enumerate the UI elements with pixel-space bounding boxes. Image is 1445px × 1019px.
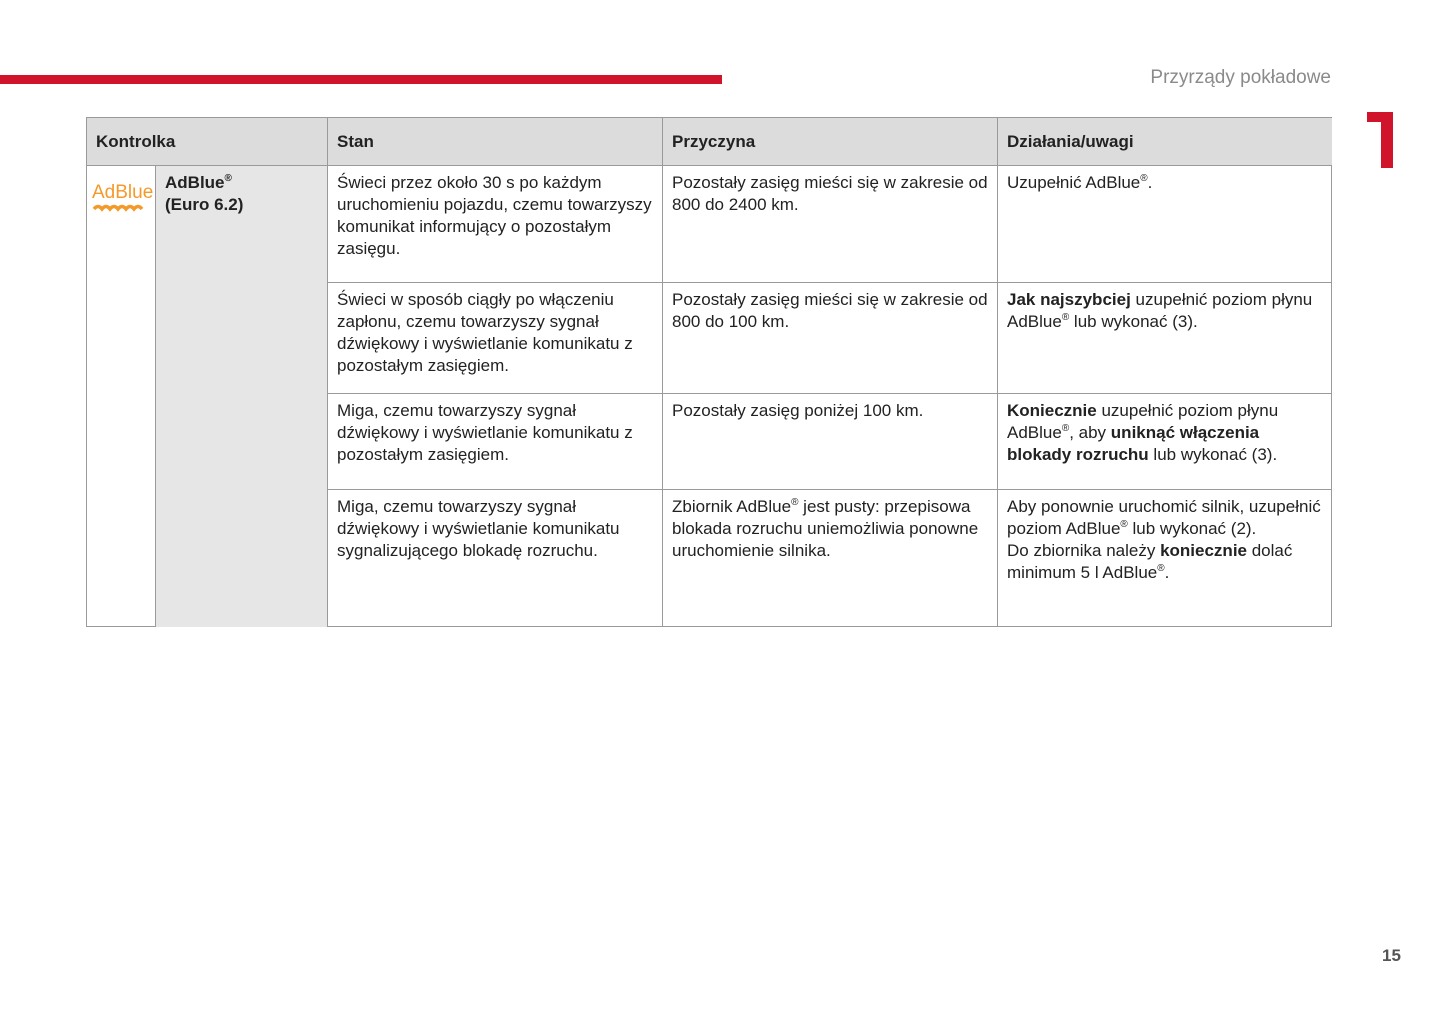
registered-mark: ®: [224, 173, 232, 184]
cell-text: uzupełnić poziom płynu AdBlue: [1007, 401, 1279, 442]
indicator-name-cell: [156, 166, 328, 627]
table-cell-dzialania: [998, 166, 1332, 283]
table-cell-stan: [328, 394, 663, 490]
cell-text: lub wykonać (3).: [1148, 445, 1278, 464]
registered-mark: ®: [1061, 312, 1070, 323]
table-cell-stan: [328, 283, 663, 394]
indicator-icon-cell: [87, 166, 156, 627]
chapter-number: [1367, 112, 1395, 168]
section-title: Przyrządy pokładowe: [1150, 67, 1331, 88]
table-cell-przyczyna: [663, 283, 998, 394]
registered-mark: ®: [1120, 519, 1128, 530]
column-header-dzialania: Działania/uwagi: [998, 118, 1332, 166]
header-accent-bar: [0, 75, 722, 84]
table-cell-stan: [328, 490, 663, 627]
cell-text: lub wykonać (3).: [1069, 312, 1198, 331]
cell-text: Pozostały zasięg mieści się w zakresie od 800 do 100 km.: [672, 290, 988, 331]
cell-text: Miga, czemu towarzyszy sygnał dźwiękowy i wyświetlanie komunikatu z pozostałym zasięgiem.: [337, 401, 633, 464]
column-header-przyczyna: Przyczyna: [663, 118, 998, 166]
cell-text: Jak najszybciej: [1007, 290, 1131, 309]
cell-text: .: [1147, 173, 1153, 192]
cell-text: .: [1164, 563, 1170, 582]
cell-text: lub wykonać (2).: [1127, 519, 1257, 538]
cell-text: Do zbiornika należy: [1007, 541, 1161, 560]
column-header-kontrolka: Kontrolka: [87, 118, 328, 166]
registered-mark: ®: [791, 497, 799, 508]
cell-text: dolać minimum 5 l AdBlue: [1007, 541, 1293, 582]
registered-mark: ®: [1140, 173, 1148, 184]
table-cell-dzialania: [998, 283, 1332, 394]
cell-text: Świeci w sposób ciągły po włączeniu zapłonu, czemu towarzyszy sygnał dźwiękowy i wyświetlanie komunikatu z pozostałym zasięgiem.: [337, 290, 633, 375]
table-cell-dzialania: [998, 394, 1332, 490]
adblue-icon-text: AdBlue: [92, 182, 154, 203]
table-cell-stan: [328, 166, 663, 283]
cell-text: Koniecznie: [1007, 401, 1097, 420]
warning-table: [86, 117, 1332, 627]
cell-text: Aby ponownie uruchomić silnik, uzupełnić poziom AdBlue: [1007, 497, 1321, 538]
cell-text: Uzupełnić AdBlue: [1007, 173, 1141, 192]
cell-text: uzupełnić poziom płynu AdBlue: [1007, 290, 1313, 331]
cell-text: Pozostały zasięg mieści się w zakresie od 800 do 2400 km.: [672, 173, 988, 214]
table-cell-dzialania: [998, 490, 1332, 627]
cell-text: koniecznie: [1160, 541, 1247, 560]
column-header-stan: Stan: [328, 118, 663, 166]
cell-text: Pozostały zasięg poniżej 100 km.: [672, 401, 924, 420]
table-cell-przyczyna: [663, 394, 998, 490]
table-cell-przyczyna: [663, 166, 998, 283]
cell-text: jest pusty: przepisowa blokada rozruchu uniemożliwia ponowne uruchomienie silnika.: [672, 497, 979, 560]
indicator-variant: (Euro 6.2): [165, 195, 244, 214]
registered-mark: ®: [1061, 423, 1070, 434]
adblue-warning-icon: [92, 183, 153, 212]
cell-text: , aby: [1069, 423, 1111, 442]
cell-text: uniknąć włączenia blokady rozruchu: [1007, 423, 1260, 464]
cell-text: Miga, czemu towarzyszy sygnał dźwiękowy i wyświetlanie komunikatu sygnalizującego blokadę rozruchu.: [337, 497, 620, 560]
page-number: 15: [1382, 946, 1401, 965]
table-cell-przyczyna: [663, 490, 998, 627]
cell-text: Świeci przez około 30 s po każdym uruchomieniu pojazdu, czemu towarzyszy komunikat informujący o pozostałym zasięgu.: [337, 173, 652, 258]
cell-text: Zbiornik AdBlue: [672, 497, 792, 516]
registered-mark: ®: [1157, 563, 1165, 574]
indicator-name: AdBlue: [165, 173, 225, 192]
